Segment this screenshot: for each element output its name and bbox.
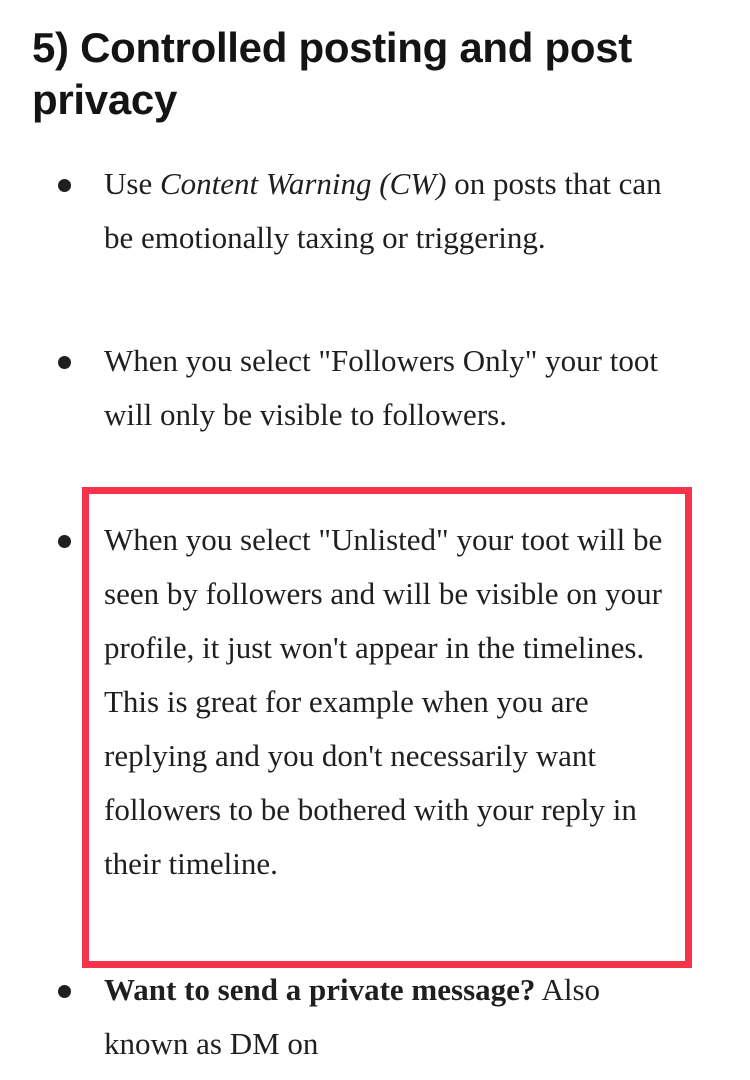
strong-private-message: Want to send a private message?: [104, 972, 536, 1007]
text-segment: Use: [104, 166, 160, 201]
text-segment: on posts that can be emotionally taxing or triggering.: [104, 166, 662, 255]
bullet-text: [104, 157, 684, 265]
section-heading: 5) Controlled posting and post privacy: [32, 24, 632, 123]
bullet-text: When you select "Unlisted" your toot will be seen by followers and will be visible on your profile, it just won't appear in the timelines. This is great for example when you are replying and you don't necessarily want followers to be bothered with your reply in their timeline.: [104, 522, 663, 881]
bullet-dot: [58, 356, 71, 369]
emphasis-content-warning: Content Warning (CW): [159, 166, 447, 201]
bullet-dot: [58, 985, 71, 998]
bullet-dot: [58, 535, 71, 548]
bullet-text: [104, 963, 684, 1071]
bullet-text: When you select "Followers Only" your toot will only be visible to followers.: [104, 343, 658, 432]
bullet-dot: [58, 179, 71, 192]
text-segment: Also known as DM on: [104, 972, 601, 1061]
